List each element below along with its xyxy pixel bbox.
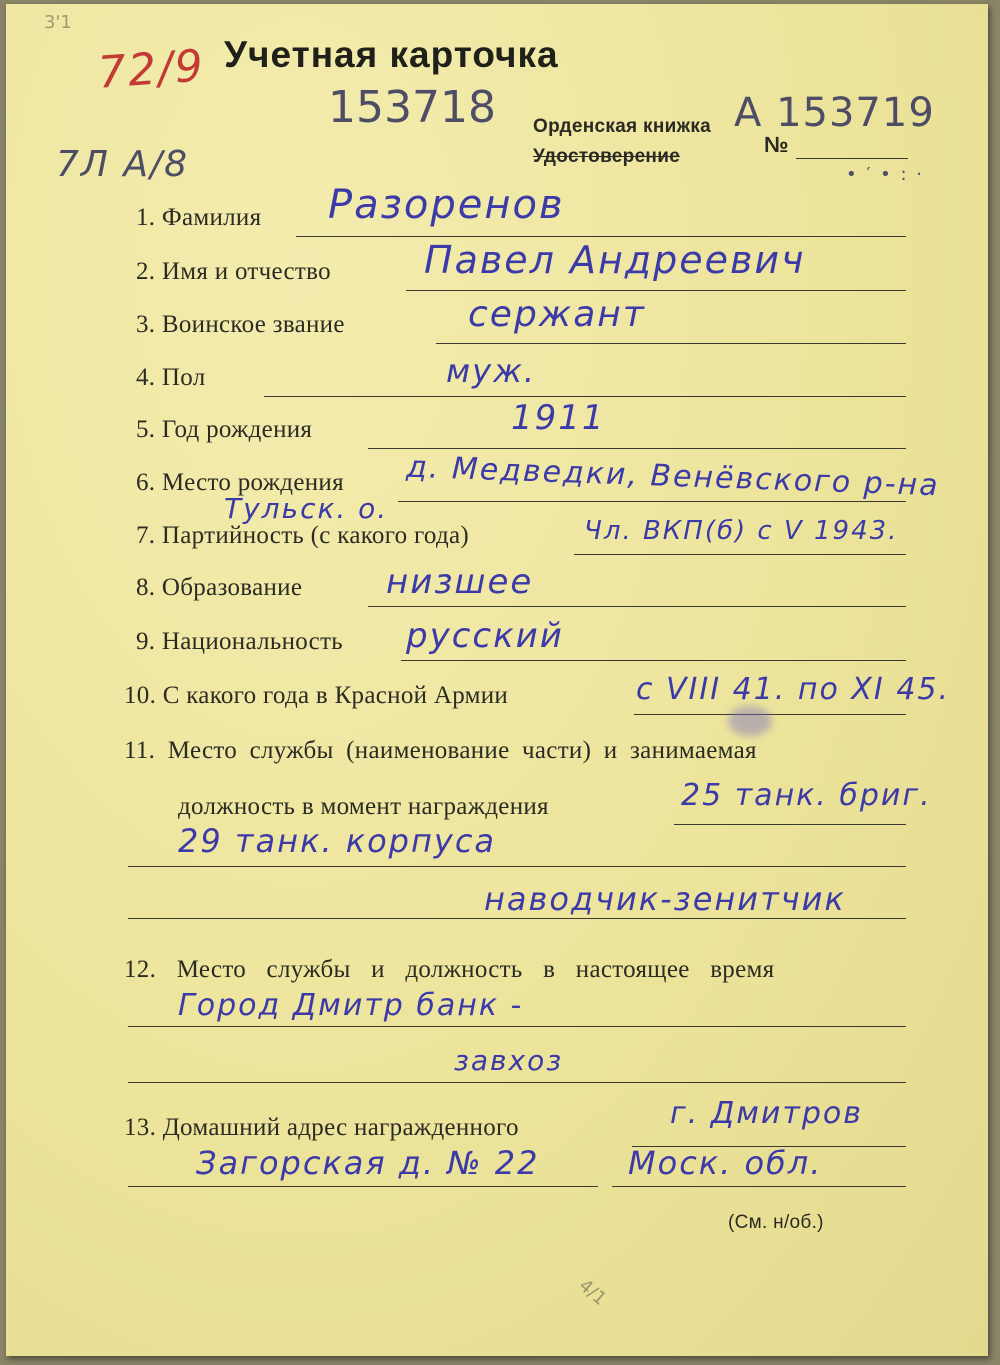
field-11-label-a: 11. Место службы (наименование части) и занимаемая bbox=[124, 737, 757, 764]
field-12-value-2: завхоз bbox=[454, 1044, 564, 1077]
field-7-label: 7. Партийность (с какого года) bbox=[136, 522, 470, 549]
field-2-value: Павел Андреевич bbox=[424, 238, 806, 282]
field-5-value: 1911 bbox=[511, 398, 606, 438]
field-8-line bbox=[368, 606, 906, 607]
field-7-line bbox=[574, 554, 906, 555]
field-1-value: Разоренов bbox=[328, 182, 565, 228]
field-11-line-2 bbox=[128, 866, 906, 867]
field-11-line-3 bbox=[128, 918, 906, 919]
red-code: 72/9 bbox=[96, 40, 207, 99]
field-6-value: д. Медведки, Венёвского р-на bbox=[405, 449, 941, 504]
field-6-line bbox=[398, 501, 906, 502]
field-7-value: Чл. ВКП(б) с V 1943. bbox=[584, 516, 899, 546]
field-6-value-line2: Тульск. о. bbox=[224, 492, 389, 525]
field-11-line-1 bbox=[674, 824, 906, 825]
archive-code: 7Л А/8 bbox=[56, 144, 190, 185]
corner-mark: 3'1 bbox=[44, 12, 72, 33]
award-record-card bbox=[6, 4, 988, 1356]
field-1-line bbox=[296, 236, 906, 237]
field-12-line-2 bbox=[128, 1082, 906, 1083]
field-5-line bbox=[368, 448, 906, 449]
field-11-value-3: наводчик-зенитчик bbox=[484, 880, 846, 918]
field-4-label: 4. Пол bbox=[136, 364, 206, 391]
certificate-label: Удостоверение bbox=[533, 146, 681, 167]
order-number-handwritten: А 153719 bbox=[734, 90, 935, 136]
faint-mark: 4/1 bbox=[574, 1275, 611, 1310]
footer-note: (См. н/об.) bbox=[728, 1212, 824, 1233]
field-2-label: 2. Имя и отчество bbox=[136, 258, 331, 285]
field-13-line-2b bbox=[612, 1186, 906, 1187]
field-10-label: 10. С какого года в Красной Армии bbox=[124, 682, 509, 709]
field-12-label: 12. Место службы и должность в настоящее время bbox=[124, 956, 775, 983]
field-13-line-2a bbox=[128, 1186, 598, 1187]
field-11-value-1: 25 танк. бриг. bbox=[681, 778, 932, 813]
field-10-value: с VIII 41. по XI 45. bbox=[636, 672, 951, 707]
field-11-label-b: должность в момент награждения bbox=[178, 793, 549, 820]
order-book-label: Орденская книжка bbox=[533, 116, 712, 137]
number-sign: № bbox=[764, 132, 789, 157]
field-4-value: муж. bbox=[446, 352, 537, 390]
field-12-line-1 bbox=[128, 1026, 906, 1027]
field-3-value: сержант bbox=[468, 294, 646, 335]
ink-smudge bbox=[728, 706, 772, 736]
field-13-label: 13. Домашний адрес награжденного bbox=[124, 1114, 519, 1141]
field-2-line bbox=[406, 290, 906, 291]
field-5-label: 5. Год рождения bbox=[136, 416, 313, 443]
field-9-value: русский bbox=[406, 616, 564, 656]
ink-marks: • ′ • : · bbox=[846, 164, 924, 185]
number-line bbox=[796, 158, 908, 159]
field-9-label: 9. Национальность bbox=[136, 628, 344, 655]
field-13-value-2: Загорская д. № 22 bbox=[196, 1144, 540, 1182]
field-6-label: 6. Место рождения bbox=[136, 469, 344, 496]
field-8-label: 8. Образование bbox=[136, 574, 303, 601]
field-9-line bbox=[401, 660, 906, 661]
field-1-label: 1. Фамилия bbox=[136, 204, 262, 231]
gray-number: 153718 bbox=[328, 82, 496, 133]
field-3-label: 3. Воинское звание bbox=[136, 311, 345, 338]
field-3-line bbox=[436, 343, 906, 344]
field-13-value-1: г. Дмитров bbox=[670, 1096, 863, 1131]
field-4-line bbox=[264, 396, 906, 397]
field-11-value-2: 29 танк. корпуса bbox=[178, 822, 497, 860]
card-title: Учетная карточка bbox=[224, 34, 559, 75]
field-8-value: низшее bbox=[386, 562, 534, 602]
field-12-value-1: Город Дмитр банк - bbox=[178, 988, 524, 1023]
field-13-value-3: Моск. обл. bbox=[628, 1144, 823, 1182]
